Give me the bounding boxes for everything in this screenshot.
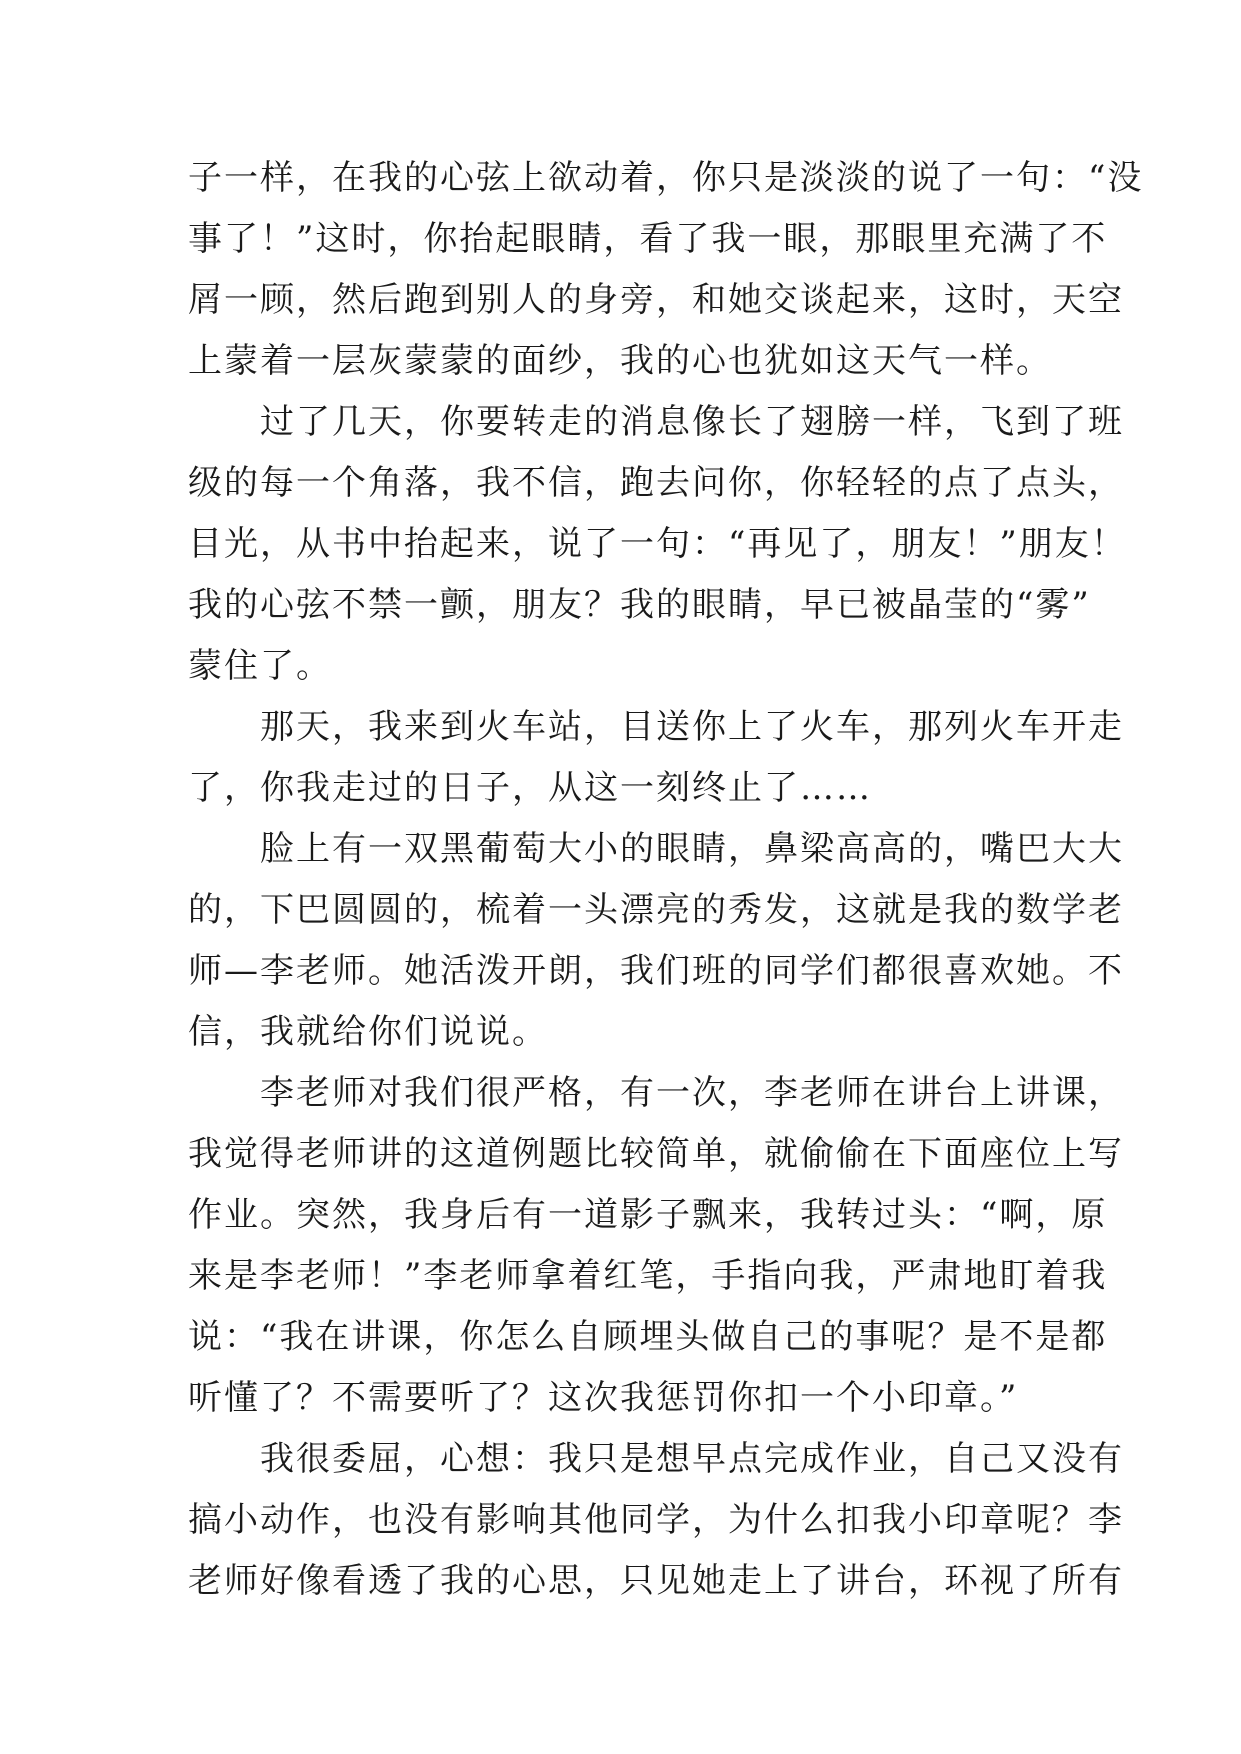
text-line: 来是李老师！”李老师拿着红笔，手指向我，严肃地盯着我 bbox=[188, 1256, 1108, 1296]
text-line: 了，你我走过的日子，从这一刻终止了…… bbox=[188, 768, 872, 808]
text-line: 级的每一个角落，我不信，跑去问你，你轻轻的点了点头， bbox=[188, 463, 1124, 503]
text-line: 老师好像看透了我的心思，只见她走上了讲台，环视了所有 bbox=[188, 1561, 1124, 1601]
text-line: 上蒙着一层灰蒙蒙的面纱，我的心也犹如这天气一样。 bbox=[188, 341, 1052, 381]
text-line: 信，我就给你们说说。 bbox=[188, 1012, 548, 1052]
text-line: 蒙住了。 bbox=[188, 646, 332, 686]
body-text bbox=[188, 148, 1144, 1612]
text-line: 那天，我来到火车站，目送你上了火车，那列火车开走 bbox=[188, 707, 1124, 747]
text-line: 说：“我在讲课，你怎么自顾埋头做自己的事呢？是不是都 bbox=[188, 1317, 1108, 1357]
text-line: 李老师对我们很严格，有一次，李老师在讲台上讲课， bbox=[188, 1073, 1124, 1113]
text-line: 师—李老师。她活泼开朗，我们班的同学们都很喜欢她。不 bbox=[188, 951, 1124, 991]
text-line: 脸上有一双黑葡萄大小的眼睛，鼻梁高高的，嘴巴大大 bbox=[188, 829, 1124, 869]
text-line: 目光，从书中抬起来，说了一句：“再见了，朋友！”朋友！ bbox=[188, 524, 1127, 564]
text-line: 事了！”这时，你抬起眼睛，看了我一眼，那眼里充满了不 bbox=[188, 219, 1108, 259]
text-line: 搞小动作，也没有影响其他同学，为什么扣我小印章呢？李 bbox=[188, 1500, 1124, 1540]
text-line: 过了几天，你要转走的消息像长了翅膀一样，飞到了班 bbox=[188, 402, 1124, 442]
text-line: 我的心弦不禁一颤，朋友？我的眼睛，早已被晶莹的“雾” bbox=[188, 585, 1091, 625]
text-line: 我觉得老师讲的这道例题比较简单，就偷偷在下面座位上写 bbox=[188, 1134, 1124, 1174]
text-line: 我很委屈，心想：我只是想早点完成作业，自己又没有 bbox=[188, 1439, 1124, 1479]
text-line: 听懂了？不需要听了？这次我惩罚你扣一个小印章。” bbox=[188, 1378, 1019, 1418]
text-line: 作业。突然，我身后有一道影子飘来，我转过头：“啊，原 bbox=[188, 1195, 1108, 1235]
text-line: 屑一顾，然后跑到别人的身旁，和她交谈起来，这时，天空 bbox=[188, 280, 1124, 320]
text-line: 的，下巴圆圆的，梳着一头漂亮的秀发，这就是我的数学老 bbox=[188, 890, 1124, 930]
text-line: 子一样，在我的心弦上欲动着，你只是淡淡的说了一句：“没 bbox=[188, 158, 1144, 198]
